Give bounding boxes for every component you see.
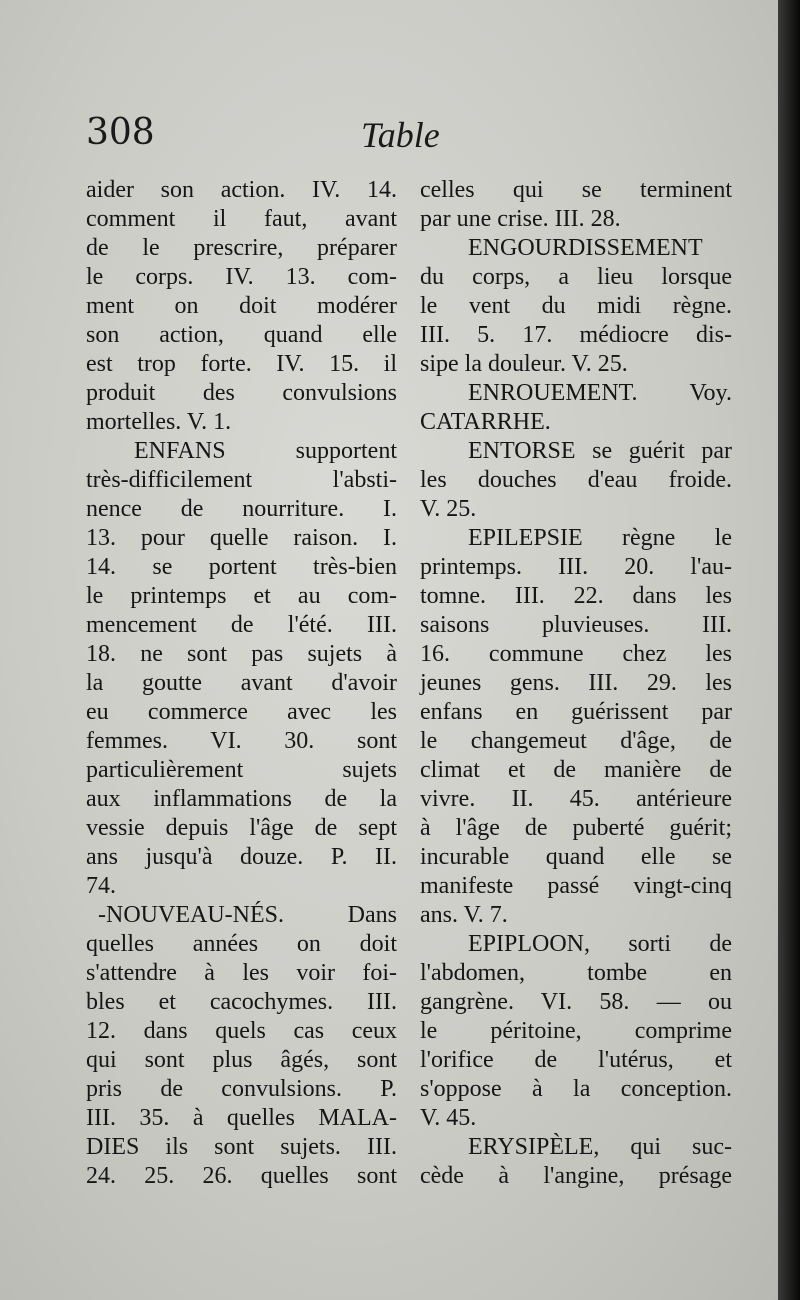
text-line: -NOUVEAU-NÉS. Dans [98, 902, 397, 928]
text-line: cède à l'angine, présage [420, 1163, 732, 1189]
text-line: du corps, a lieu lorsque [420, 264, 732, 290]
text-line: comment il faut, avant [86, 206, 397, 232]
text-line: V. 25. [420, 496, 477, 522]
text-line: gangrène. VI. 58. — ou [420, 989, 732, 1015]
text-line: par une crise. III. 28. [420, 206, 621, 232]
text-line: est trop forte. IV. 15. il [86, 351, 397, 377]
text-line: vivre. II. 45. antérieure [420, 786, 732, 812]
text-line: incurable quand elle se [420, 844, 732, 870]
text-line: tomne. III. 22. dans les [420, 583, 732, 609]
text-line: jeunes gens. III. 29. les [420, 670, 732, 696]
text-line: mencement de l'été. III. [86, 612, 397, 638]
text-line: 14. se portent très-bien [86, 554, 397, 580]
text-line: qui sont plus âgés, sont [86, 1047, 397, 1073]
page-edge-shadow [778, 0, 800, 1300]
text-line: enfans en guérissent par [420, 699, 732, 725]
text-line: la goutte avant d'avoir [86, 670, 397, 696]
text-line: ans jusqu'à douze. P. II. [86, 844, 397, 870]
text-line: ENGOURDISSEMENT [468, 235, 703, 261]
text-line: de le prescrire, préparer [86, 235, 397, 261]
text-line: nence de nourriture. I. [86, 496, 397, 522]
text-line: manifeste passé vingt-cinq [420, 873, 732, 899]
text-line: 13. pour quelle raison. I. [86, 525, 397, 551]
text-line: celles qui se terminent [420, 177, 732, 203]
text-line: les douches d'eau froide. [420, 467, 732, 493]
text-line: très-difficilement l'absti- [86, 467, 397, 493]
text-line: aux inflammations de la [86, 786, 397, 812]
text-line: le corps. IV. 13. com- [86, 264, 397, 290]
text-line: 18. ne sont pas sujets à [86, 641, 397, 667]
text-line: eu commerce avec les [86, 699, 397, 725]
text-line: climat et de manière de [420, 757, 732, 783]
text-line: pris de convulsions. P. [86, 1076, 397, 1102]
text-line: EPILEPSIE règne le [468, 525, 732, 551]
text-line: quelles années on doit [86, 931, 397, 957]
text-line: 12. dans quels cas ceux [86, 1018, 397, 1044]
text-line: bles et cacochymes. III. [86, 989, 397, 1015]
text-line: 74. [86, 873, 116, 899]
text-line: s'attendre à les voir foi- [86, 960, 397, 986]
text-line: vessie depuis l'âge de sept [86, 815, 397, 841]
text-line: III. 35. à quelles MALA- [86, 1105, 397, 1131]
text-line: V. 45. [420, 1105, 477, 1131]
text-line: le péritoine, comprime [420, 1018, 732, 1044]
text-line: ENROUEMENT. Voy. [468, 380, 732, 406]
text-line: le printemps et au com- [86, 583, 397, 609]
text-line: aider son action. IV. 14. [86, 177, 397, 203]
text-line: CATARRHE. [420, 409, 551, 435]
text-line: ERYSIPÈLE, qui suc- [468, 1134, 732, 1160]
text-line: ans. V. 7. [420, 902, 508, 928]
text-line: DIES ils sont sujets. III. [86, 1134, 397, 1160]
running-title: Table [361, 115, 440, 155]
text-line: saisons pluvieuses. III. [420, 612, 732, 638]
text-line: femmes. VI. 30. sont [86, 728, 397, 754]
page-header [86, 112, 706, 162]
page-number: 308 [86, 112, 155, 153]
text-line: printemps. III. 20. l'au- [420, 554, 732, 580]
text-line: ment on doit modérer [86, 293, 397, 319]
text-line: EPIPLOON, sorti de [468, 931, 732, 957]
right-text-column [420, 176, 732, 1191]
text-line: ENTORSE se guérit par [468, 438, 732, 464]
left-text-column [86, 176, 397, 1191]
text-line: 24. 25. 26. quelles sont [86, 1163, 397, 1189]
text-line: particulièrement sujets [86, 757, 397, 783]
text-line: le vent du midi règne. [420, 293, 732, 319]
text-line: s'oppose à la conception. [420, 1076, 732, 1102]
text-line: sipe la douleur. V. 25. [420, 351, 628, 377]
text-line: l'abdomen, tombe en [420, 960, 732, 986]
text-line: son action, quand elle [86, 322, 397, 348]
text-line: III. 5. 17. médiocre dis- [420, 322, 732, 348]
text-line: à l'âge de puberté guérit; [420, 815, 732, 841]
text-line: 16. commune chez les [420, 641, 732, 667]
text-line: l'orifice de l'utérus, et [420, 1047, 732, 1073]
text-line: produit des convulsions [86, 380, 397, 406]
text-line: mortelles. V. 1. [86, 409, 232, 435]
text-line: le changemeut d'âge, de [420, 728, 732, 754]
text-line: ENFANS supportent [134, 438, 397, 464]
